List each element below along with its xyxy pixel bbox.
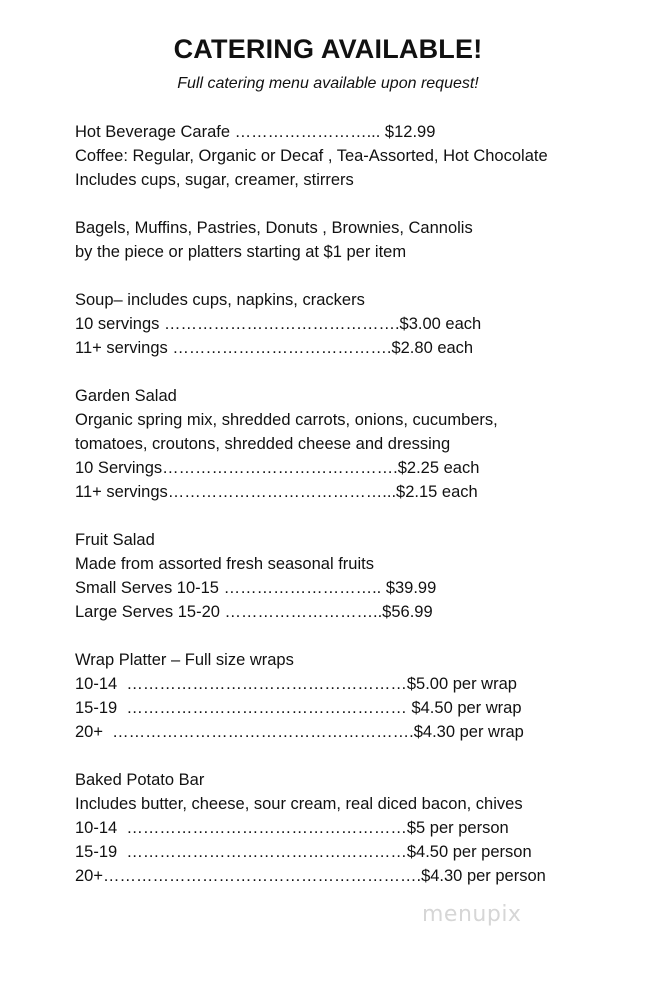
section-bakery xyxy=(75,216,645,264)
menu-line: 20+………………………………………………….$4.30 per person xyxy=(75,866,546,885)
section-garden-salad xyxy=(75,384,645,504)
menu-line: 15-19 …………………………………………… $4.50 per wrap xyxy=(75,698,522,717)
page-subtitle: Full catering menu available upon request! xyxy=(177,75,479,92)
menu-line: Made from assorted fresh seasonal fruits xyxy=(75,554,374,573)
section-wrap-platter xyxy=(75,648,645,744)
menu-line: Baked Potato Bar xyxy=(75,770,205,789)
menu-line: Garden Salad xyxy=(75,386,177,405)
menu-line: tomatoes, croutons, shredded cheese and dressing xyxy=(75,434,451,453)
section-potato-bar xyxy=(75,768,645,888)
menu-line: Coffee: Regular, Organic or Decaf , Tea-Assorted, Hot Chocolate xyxy=(75,147,548,166)
menu-line: 15-19 ……………………………………………$4.50 per person xyxy=(75,842,532,861)
menu-line: 10 servings …………………………………….$3.00 each xyxy=(75,314,482,333)
menu-line: Organic spring mix, shredded carrots, onions, cucumbers, xyxy=(75,410,498,429)
menu-line: Small Serves 10-15 ……………………….. $39.99 xyxy=(75,578,437,597)
menu-line: 10-14 ……………………………………………$5 per person xyxy=(75,818,509,837)
menu-line: Large Serves 15-20 ………………………..$56.99 xyxy=(75,602,433,621)
menu-body xyxy=(75,120,645,912)
menu-line: 11+ servings…………………………………...$2.15 each xyxy=(75,482,478,501)
menu-line: Wrap Platter – Full size wraps xyxy=(75,650,294,669)
menupix-watermark: menupix xyxy=(422,902,522,927)
menu-line: Bagels, Muffins, Pastries, Donuts , Brownies, Cannolis xyxy=(75,218,473,237)
menu-line: Soup– includes cups, napkins, crackers xyxy=(75,290,365,309)
section-beverage xyxy=(75,120,645,192)
menu-line: by the piece or platters starting at $1 per item xyxy=(75,242,407,261)
menu-line: 10 Servings…………………………………….$2.25 each xyxy=(75,458,480,477)
page-title: CATERING AVAILABLE! xyxy=(173,34,483,64)
menu-line: Hot Beverage Carafe ……………………... $12.99 xyxy=(75,123,436,141)
menu-line: 10-14 ……………………………………………$5.00 per wrap xyxy=(75,674,517,693)
section-fruit-salad xyxy=(75,528,645,624)
menu-line: 11+ servings ………………………………….$2.80 each xyxy=(75,338,474,357)
section-soup xyxy=(75,288,645,360)
menu-line: 20+ ……………………………………………….$4.30 per wrap xyxy=(75,722,524,741)
menu-line: Includes butter, cheese, sour cream, real diced bacon, chives xyxy=(75,794,523,813)
menu-line: Fruit Salad xyxy=(75,530,155,549)
menu-line: Includes cups, sugar, creamer, stirrers xyxy=(75,171,354,190)
